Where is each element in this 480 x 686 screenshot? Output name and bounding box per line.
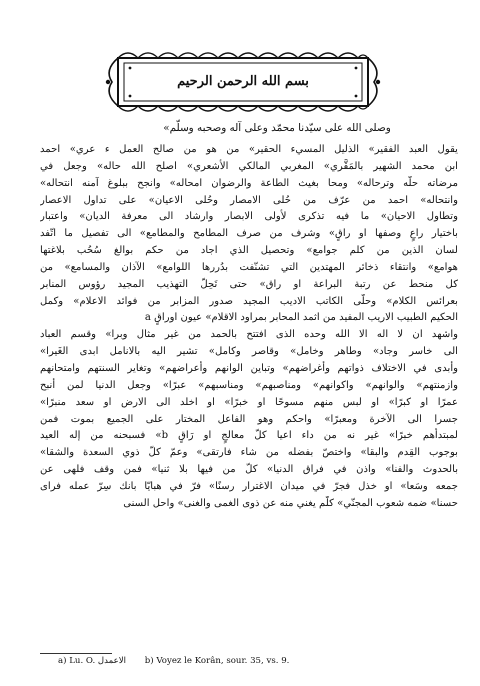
text-line: بعرائس الكلام» وحلّى الكاتب الاديب المجيد صدور المزابر من فوائد الاعلام» وكمل [40, 295, 458, 307]
body-text [40, 142, 458, 513]
text-line: جمعه وسَعا» او خذل فجرّ في ميدان الاغترار رسنًا» فرّ في هبايّا بانك سِرّ عمله فراى [40, 480, 458, 492]
text-line: الحكيم الطبيب الاريب المفيد من اثمد المحابر بمراود الاقلام» عيون اوراقٍ a [144, 312, 458, 324]
text-line: لمبتدأهم خبرًا» غير نه من داء اعيا كلّ معالجٍ او رَاقٍ b» فسبحنه من إله العيد [40, 430, 458, 442]
text-line: جسرا الى الآخرة ومعبرًا» واحكم وهو الفاعل المختار على الجميع بموت فمن [40, 413, 458, 425]
text-line: وأبدى في الاختلاف ذواتهم وأغراضهم» وتباين الوانهم وأعراضهم» وتغاير السنتهم وامتحانهم [40, 362, 458, 374]
text-line: وانتحاله» احمد من عرّف من حُلى الامصار وحُلى الاعيان» على تداول الاعصار [40, 194, 458, 206]
text-line: الى خاسر وجاد» وطاهر وخامل» وقاصر وكامل» تشير اليه بالانامل ابدى الغَيرا» [40, 346, 458, 358]
text-line: بالحدوث والفنا» واذن في فراق الدنيا» كلّ من فيها بلا ثنيا» فمن وقف فلهى عن [40, 464, 458, 476]
text-line: لسان الذين من كلم جوامع» وتحصيل الذي اجاد من حكم بوالغ سُحُب بلاغتها [40, 245, 458, 257]
text-line: بوجوب القِدم والبقا» واختصّ بفضله من شاء فارتقى» وعمّ كلّ ذوي السعدة والشقا» [40, 447, 458, 459]
text-line: كل منحط عن رتبة البراعة او راق» حتى تَحِلّ التهذيب المجيد رؤوس المنابر [40, 278, 458, 290]
salutation-line: وصلى الله على سيّدنا محمّد وعلى آله وصحبه وسلّم» [163, 122, 391, 134]
footnotes [58, 656, 378, 666]
text-line: مرضاته حلّه وترحاله» ومحا بغيث الطاعة والرضوان امحاله» وانجح ببلوغ آمنه انتحاله» [40, 177, 458, 189]
text-line: عمرًا او كبرًا» او لبس منهم مسوحًا او خبرًا» او اخلد الى الارض او سعد منبرًا» [40, 396, 458, 408]
footnote-divider [40, 653, 112, 654]
text-line: هوامع» وانتقاء ذخائر المهتدين التي تشنّفت بدُررها اللوامع» الآذان والمسامع» من [40, 261, 458, 273]
text-line: وازمنتهم» والوانهم» واكوانهم» ومناصبهم» ومناسبهم» عبرًا» وجعل الدنيا لمن أنبح [40, 379, 458, 391]
footnote-a: a) Lu. O. الاعمدل [58, 656, 127, 666]
ornamental-header [100, 46, 386, 118]
footnote-b: b) Voyez le Korân, sour. 35, vs. 9. [144, 656, 290, 666]
text-line: ابن محمد الشهير بالمَقَّري» المغربي المالكي الأشعري» اصلح الله حاله» وجعل في [40, 160, 458, 172]
text-line: حسنا» ضمه شعوب المجنّي» كلّم يغني منه عن ذوى الغمى والغنى» واحل السنى [123, 497, 458, 509]
text-line: يقول العبد الفقير» الذليل المسيء الحقير» من هو من صالح العمل ء عري» احمد [40, 144, 458, 155]
text-line: باختيار راعٍ وصفها او راقٍ» وشرف من صرف المطامح والمطامع» الى تفصيل ما اتّفد [40, 228, 458, 240]
text-line: واشهد ان لا اله الا الله وحده الذى افتتح بالحمد من غير مثال وبرا» وقسم العباد [40, 329, 458, 341]
basmala-heading: بسم الله الرحمن الرحيم [177, 74, 309, 89]
text-line: وتطاول الاحيان» ما فيه تذكرى لأولى الابصار وارشاد الى معرفة الديان» واعتبار [40, 211, 458, 223]
